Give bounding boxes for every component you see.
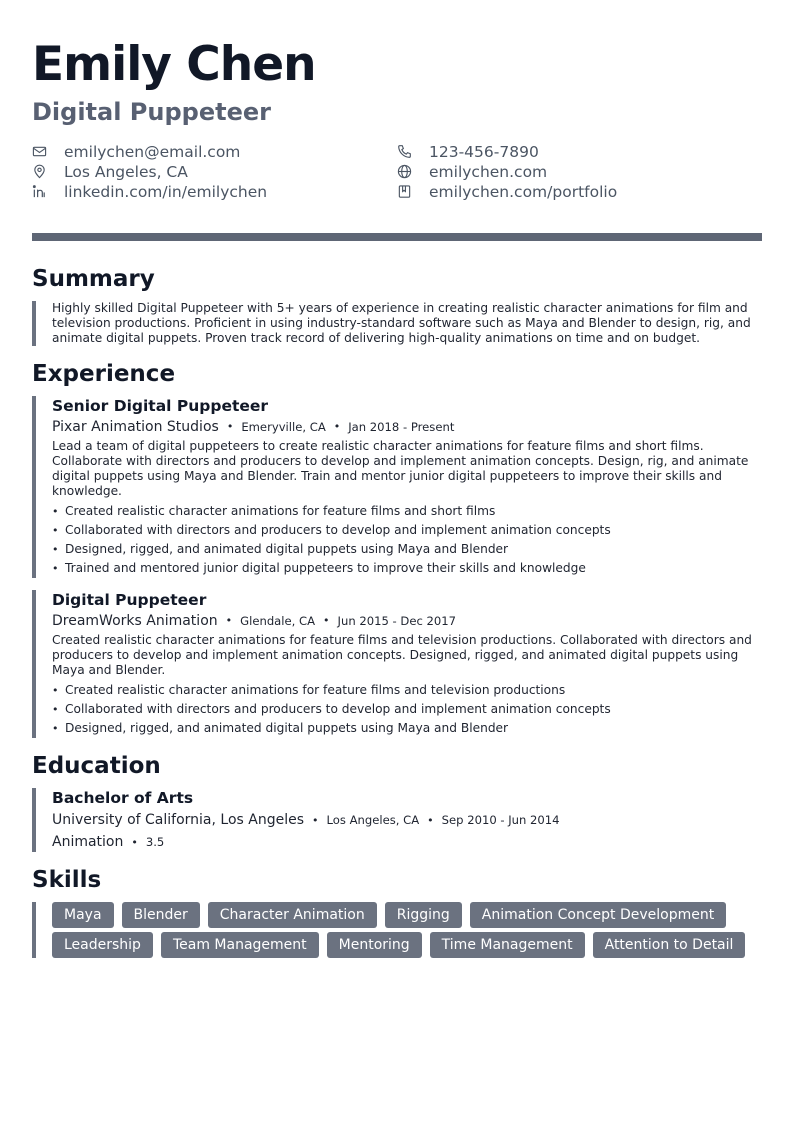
list-item: • Created realistic character animations for feature films and short films [52, 502, 762, 521]
job-meta [52, 419, 762, 435]
skill-tag: Time Management [430, 932, 585, 958]
contact-location [32, 162, 397, 181]
job-block [32, 590, 762, 738]
education-gpa: 3.5 [145, 835, 165, 849]
education-dates: Sep 2010 - Jun 2014 [441, 813, 560, 827]
portfolio-book-icon [397, 184, 412, 199]
skills-heading: Skills [32, 867, 102, 893]
job-title: Senior Digital Puppeteer [52, 397, 269, 415]
skill-tag: Team Management [161, 932, 319, 958]
website-text: emilychen.com [429, 162, 548, 181]
location-pin-icon [32, 164, 47, 179]
list-item: • Designed, rigged, and animated digital puppets using Maya and Blender [52, 719, 762, 738]
candidate-name: Emily Chen [32, 37, 316, 92]
globe-icon [397, 164, 412, 179]
experience-section [32, 360, 762, 738]
linkedin-text: linkedin.com/in/emilychen [64, 182, 268, 201]
job-location: Emeryville, CA [241, 420, 326, 434]
mail-icon [32, 144, 47, 159]
separator-dot: • [312, 814, 319, 827]
job-entry [32, 590, 762, 738]
job-bullets [52, 681, 762, 738]
job-title: Digital Puppeteer [52, 591, 207, 609]
job-location: Glendale, CA [240, 614, 316, 628]
education-school-line [52, 811, 762, 830]
skills-section [32, 866, 762, 958]
phone-text: 123-456-7890 [429, 142, 539, 161]
location-text: Los Angeles, CA [64, 162, 188, 181]
candidate-title: Digital Puppeteer [32, 98, 271, 126]
job-company: DreamWorks Animation [52, 613, 218, 629]
contact-info [32, 142, 762, 201]
separator-dot: • [333, 420, 341, 433]
job-description: Created realistic character animations for feature films and television productions. Collaborated with directors and producers to develop and implement animation concepts. Designed, rigged, and animated digital puppets using Maya and Blender. [52, 633, 752, 677]
skill-tag: Mentoring [327, 932, 422, 958]
portfolio-text: emilychen.com/portfolio [429, 182, 618, 201]
education-block [32, 788, 762, 852]
skill-tag: Leadership [52, 932, 153, 958]
summary-text: Highly skilled Digital Puppeteer with 5+ years of experience in creating realistic character animations for film and television productions. Proficient in using industry-standard software such as Maya and Blender to design, rig, and animate digital puppets. Proven track record of delivering high-quality animations on time and on budget. [52, 301, 751, 345]
contact-linkedin[interactable] [32, 182, 397, 201]
skill-tag: Character Animation [208, 902, 377, 928]
skill-tag: Rigging [385, 902, 462, 928]
email-text: emilychen@email.com [64, 142, 241, 161]
skill-tag: Attention to Detail [593, 932, 746, 958]
separator-dot: • [323, 614, 330, 627]
list-item: • Collaborated with directors and producers to develop and implement animation concepts [52, 521, 762, 540]
experience-heading: Experience [32, 361, 176, 387]
separator-dot: • [427, 814, 434, 827]
skill-tag: Animation Concept Development [470, 902, 726, 928]
job-meta [52, 613, 762, 629]
job-description: Lead a team of digital puppeteers to create realistic character animations for feature films and short films. Collaborate with directors and producers to develop and implement animation concepts. Design, rig, and animate digital puppets using Maya and Blender. Train and mentor junior digital puppeteers to improve their skills and knowledge. [52, 439, 749, 498]
contact-website[interactable] [397, 162, 762, 181]
job-block [32, 396, 762, 578]
education-school: University of California, Los Angeles [52, 812, 305, 828]
separator-dot: • [131, 836, 138, 849]
separator-dot: • [225, 614, 233, 627]
summary-heading: Summary [32, 266, 155, 292]
list-item: • Trained and mentored junior digital puppeteers to improve their skills and knowledge [52, 559, 762, 578]
list-item: • Designed, rigged, and animated digital puppets using Maya and Blender [52, 540, 762, 559]
linkedin-icon [32, 184, 47, 199]
education-heading: Education [32, 753, 161, 779]
summary-section [32, 265, 762, 346]
education-section [32, 752, 762, 852]
job-dates: Jan 2018 - Present [348, 420, 455, 434]
skill-tag: Blender [122, 902, 200, 928]
contact-email[interactable] [32, 142, 397, 161]
education-location: Los Angeles, CA [326, 813, 420, 827]
list-item: • Collaborated with directors and producers to develop and implement animation concepts [52, 700, 762, 719]
job-entry [32, 396, 762, 578]
job-bullets [52, 502, 762, 578]
skill-tag: Maya [52, 902, 114, 928]
job-company: Pixar Animation Studios [52, 419, 219, 435]
list-item: • Created realistic character animations for feature films and television productions [52, 681, 762, 700]
contact-phone[interactable] [397, 142, 762, 161]
skills-block [32, 902, 762, 958]
contact-portfolio[interactable] [397, 182, 762, 201]
education-degree: Bachelor of Arts [52, 789, 194, 807]
phone-icon [397, 144, 412, 159]
job-dates: Jun 2015 - Dec 2017 [337, 614, 457, 628]
header-divider [32, 233, 762, 241]
skills-list [52, 902, 762, 958]
education-field: Animation [52, 834, 124, 850]
education-field-line [52, 833, 762, 852]
separator-dot: • [226, 420, 234, 433]
summary-block [32, 301, 762, 346]
